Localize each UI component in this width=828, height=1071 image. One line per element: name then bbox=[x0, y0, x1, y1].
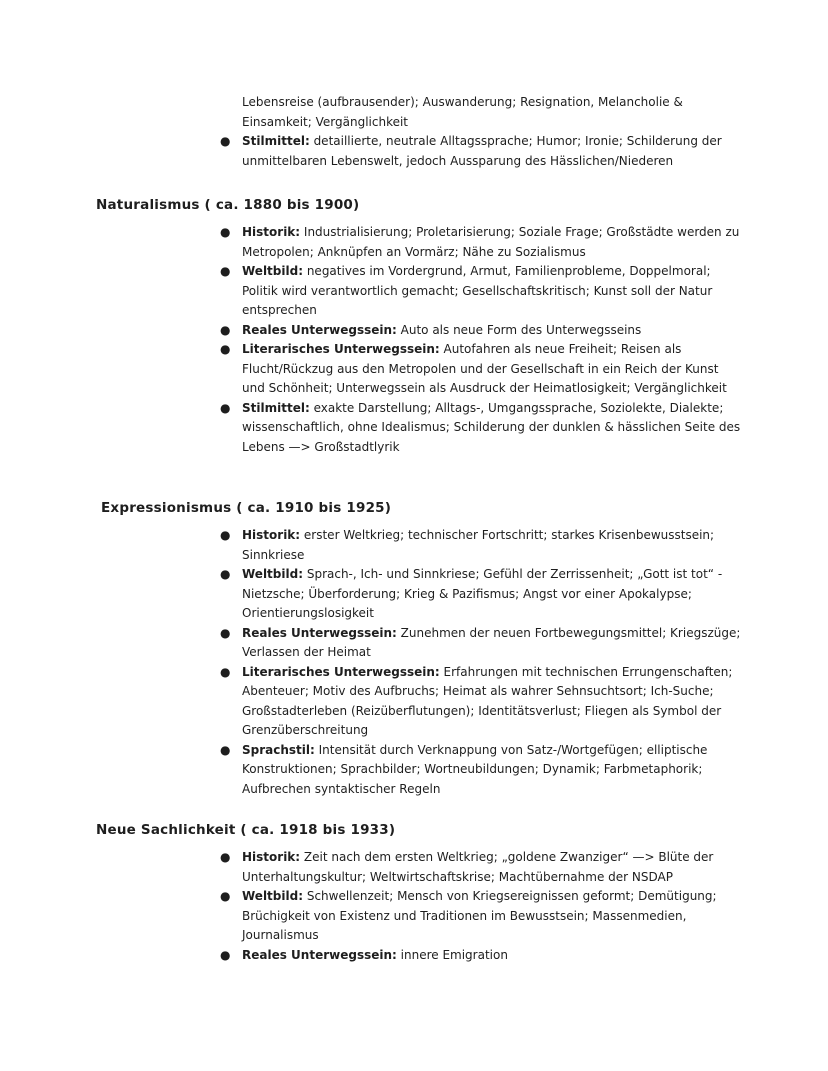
item-label: Weltbild: bbox=[242, 889, 304, 903]
list-item bbox=[220, 946, 742, 966]
list-item bbox=[220, 399, 742, 458]
item-text: Zeit nach dem ersten Weltkrieg; „goldene Zwanziger“ —> Blüte der Unterhaltungskultur; Weltwirtschaftskrise; Machtübernahme der NSDAP bbox=[242, 850, 714, 884]
bullet-icon: ● bbox=[220, 400, 231, 415]
bullet-icon: ● bbox=[220, 264, 231, 278]
bullet-icon: ● bbox=[220, 322, 231, 337]
item-text: Sprach-, Ich- und Sinnkriese; Gefühl der Zerrissenheit; „Gott ist tot“ -Nietzsche; Überforderung; Krieg & Pazifismus; Angst vor einer Apokalypse; Orientierungslosigkeit bbox=[242, 567, 723, 620]
section-heading: Expressionismus ( ca. 1910 bis 1925) bbox=[101, 500, 392, 516]
item-label: Historik: bbox=[242, 528, 301, 542]
bullet-icon: ● bbox=[220, 134, 231, 148]
item-label: Historik: bbox=[242, 850, 301, 864]
bullet-icon: ● bbox=[220, 742, 231, 757]
bullet-icon: ● bbox=[220, 850, 231, 864]
item-text: Schwellenzeit; Mensch von Kriegsereignissen geformt; Demütigung; Brüchigkeit von Existenz und Traditionen im Bewusstsein; Massenmedien, Journalismus bbox=[242, 889, 717, 942]
item-text: Industrialisierung; Proletarisierung; Soziale Frage; Großstädte werden zu Metropolen; Anknüpfen an Vormärz; Nähe zu Sozialismus bbox=[242, 225, 740, 259]
item-label: Sprachstil: bbox=[242, 742, 315, 757]
item-text: innere Emigration bbox=[396, 947, 508, 962]
list-item bbox=[220, 565, 742, 624]
item-label: Literarisches Unterwegssein: bbox=[242, 664, 440, 679]
bullet-icon: ● bbox=[220, 342, 231, 356]
item-label: Reales Unterwegssein: bbox=[242, 947, 397, 962]
item-text: detaillierte, neutrale Alltagssprache; Humor; Ironie; Schilderung der unmittelbaren Lebenswelt, jedoch Aussparung des Hässlichen/Niederen bbox=[242, 134, 722, 168]
item-text: negatives im Vordergrund, Armut, Familienprobleme, Doppelmoral; Politik wird verantwortlich gemacht; Gesellschaftskritisch; Kunst soll der Natur entsprechen bbox=[242, 264, 713, 317]
item-label: Historik: bbox=[242, 225, 301, 239]
section-heading: Naturalismus ( ca. 1880 bis 1900) bbox=[96, 197, 360, 213]
item-label: Reales Unterwegssein: bbox=[242, 625, 397, 640]
item-text: Autofahren als neue Freiheit; Reisen als Flucht/Rückzug aus den Metropolen und der Gesellschaft in ein Reich der Kunst und Schönheit; Unterwegssein als Ausdruck der Heimatlosigkeit; Vergänglichkeit bbox=[242, 342, 727, 395]
item-text: Intensität durch Verknappung von Satz-/Wortgefügen; elliptische Konstruktionen; Sprachbilder; Wortneubildungen; Dynamik; Farbmetaphorik; Aufbrechen syntaktischer Regeln bbox=[242, 742, 708, 796]
section-heading: Neue Sachlichkeit ( ca. 1918 bis 1933) bbox=[96, 822, 396, 838]
bullet-icon: ● bbox=[220, 625, 231, 640]
item-text: Auto als neue Form des Unterwegsseins bbox=[396, 322, 642, 337]
bullet-list bbox=[220, 848, 742, 965]
list-item bbox=[220, 340, 742, 399]
item-text: exakte Darstellung; Alltags-, Umgangssprache, Soziolekte, Dialekte; wissenschaftlich, ohne Idealismus; Schilderung der dunklen & hässlichen Seite des Lebens —> Großstadtlyrik bbox=[242, 400, 741, 454]
item-label: Literarisches Unterwegssein: bbox=[242, 342, 440, 356]
item-label: Stilmittel: bbox=[242, 400, 310, 415]
item-label: Weltbild: bbox=[242, 567, 304, 581]
item-text: erster Weltkrieg; technischer Fortschritt; starkes Krisenbewusstsein; Sinnkriese bbox=[242, 528, 715, 562]
list-item bbox=[220, 887, 742, 946]
item-text: Zunehmen der neuen Fortbewegungsmittel; Kriegszüge; Verlassen der Heimat bbox=[242, 625, 741, 659]
continuation-text: Lebensreise (aufbrausender); Auswanderung; Resignation, Melancholie & Einsamkeit; Vergänglichkeit bbox=[242, 95, 683, 129]
bullet-list bbox=[220, 526, 742, 799]
list-item bbox=[220, 223, 742, 262]
item-label: Stilmittel: bbox=[242, 134, 310, 148]
list-item bbox=[220, 624, 742, 663]
item-label: Reales Unterwegssein: bbox=[242, 322, 397, 337]
list-item bbox=[220, 526, 742, 565]
list-item bbox=[220, 321, 742, 341]
bullet-list bbox=[220, 223, 742, 457]
item-label: Weltbild: bbox=[242, 264, 304, 278]
list-item bbox=[220, 848, 742, 887]
bullet-icon: ● bbox=[220, 889, 231, 903]
bullet-icon: ● bbox=[220, 664, 231, 679]
item-text: Erfahrungen mit technischen Errungenschaften; Abenteuer; Motiv des Aufbruchs; Heimat als wahrer Sehnsuchtsort; Ich-Suche; Großstadterleben (Reizüberflutungen); Identitätsverlust; Fliegen als Symbol der Grenzüberschreitung bbox=[242, 664, 733, 737]
bullet-icon: ● bbox=[220, 567, 231, 581]
list-item-stilmittel bbox=[220, 132, 742, 171]
list-item bbox=[220, 663, 742, 741]
list-item bbox=[220, 741, 742, 800]
list-item bbox=[220, 262, 742, 321]
bullet-icon: ● bbox=[220, 947, 231, 962]
previous-section-continuation bbox=[220, 93, 742, 171]
bullet-icon: ● bbox=[220, 528, 231, 542]
bullet-icon: ● bbox=[220, 225, 231, 239]
